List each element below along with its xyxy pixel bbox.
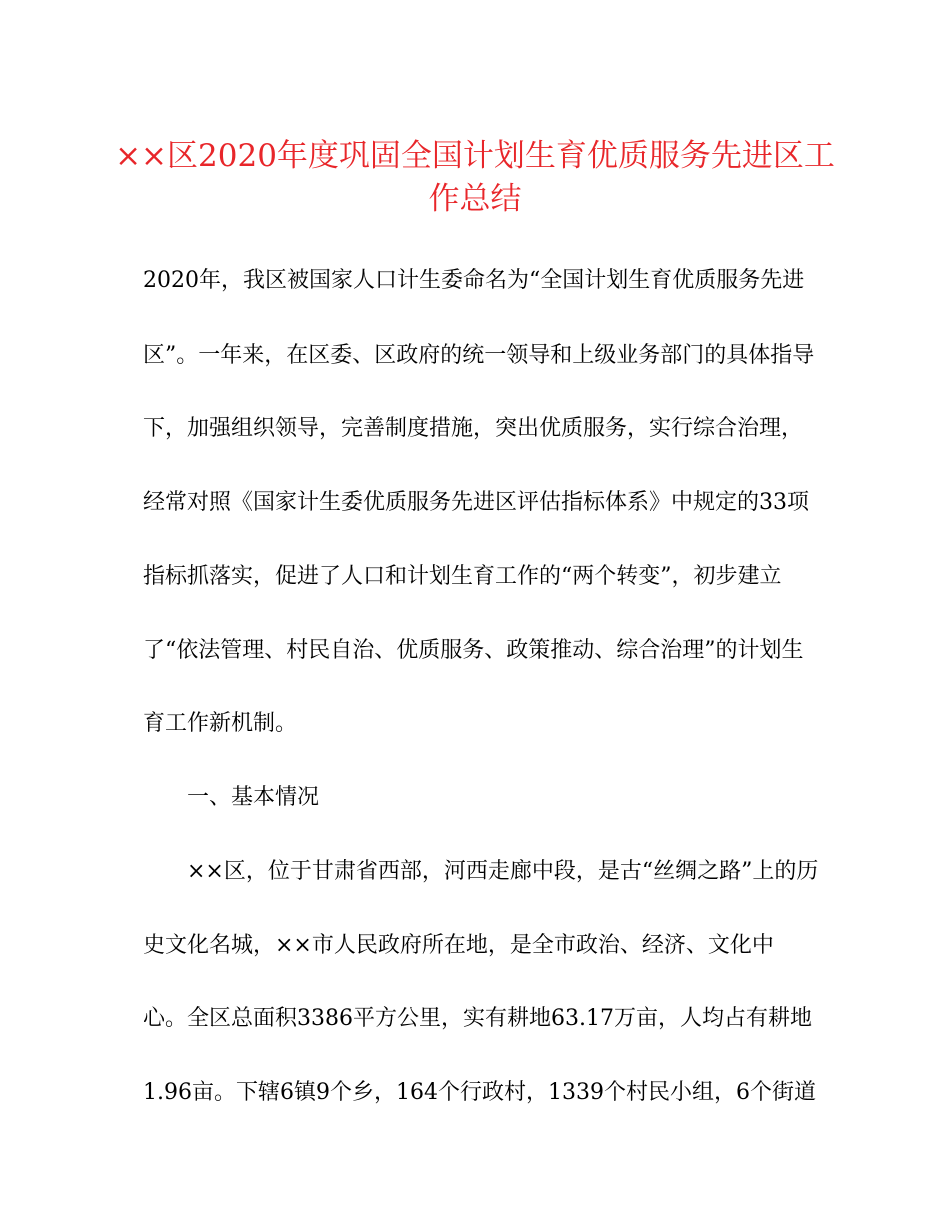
paragraph-line-text: 育工作新机制。 <box>143 711 298 736</box>
document-title-line-1: ××区2020年度巩固全国计划生育优质服务先进区工 <box>115 138 835 174</box>
paragraph-line-text: 了“依法管理、村民自治、优质服务、政策推动、综合治理”的计划生 <box>143 638 804 663</box>
paragraph-line <box>0 559 950 595</box>
paragraph-line-text: 1.96亩。下辖6镇9个乡，164个行政村，1339个村民小组，6个街道 <box>143 1080 816 1105</box>
paragraph-line <box>0 411 950 447</box>
section-heading <box>0 780 950 816</box>
paragraph-line <box>0 706 950 742</box>
paragraph-line <box>0 928 950 964</box>
paragraph-line <box>0 854 950 890</box>
paragraph-line <box>0 263 950 299</box>
paragraph-line <box>0 1075 950 1111</box>
paragraph-line <box>0 1001 950 1037</box>
paragraph-line <box>0 338 950 374</box>
section-heading-text: 一、基本情况 <box>187 785 320 810</box>
paragraph-line-text: ××区，位于甘肃省西部，河西走廊中段，是古“丝绸之路”上的历 <box>187 859 819 884</box>
paragraph-line-text: 下，加强组织领导，完善制度措施，突出优质服务，实行综合治理， <box>143 416 804 441</box>
paragraph-line-text: 心。全区总面积3386平方公里，实有耕地63.17万亩，人均占有耕地 <box>143 1006 812 1031</box>
paragraph-line-text: 2020年，我区被国家人口计生委命名为“全国计划生育优质服务先进 <box>143 268 805 293</box>
paragraph-line <box>0 485 950 521</box>
paragraph-line-text: 经常对照《国家计生委优质服务先进区评估指标体系》中规定的33项 <box>143 490 809 515</box>
paragraph-line <box>0 633 950 669</box>
document-title-line-2: 作总结 <box>428 181 522 217</box>
paragraph-line-text: 区”。一年来，在区委、区政府的统一领导和上级业务部门的具体指导 <box>143 343 815 368</box>
paragraph-line-text: 指标抓落实，促进了人口和计划生育工作的“两个转变”，初步建立 <box>143 564 782 589</box>
paragraph-line-text: 史文化名城，××市人民政府所在地，是全市政治、经济、文化中 <box>143 933 774 958</box>
